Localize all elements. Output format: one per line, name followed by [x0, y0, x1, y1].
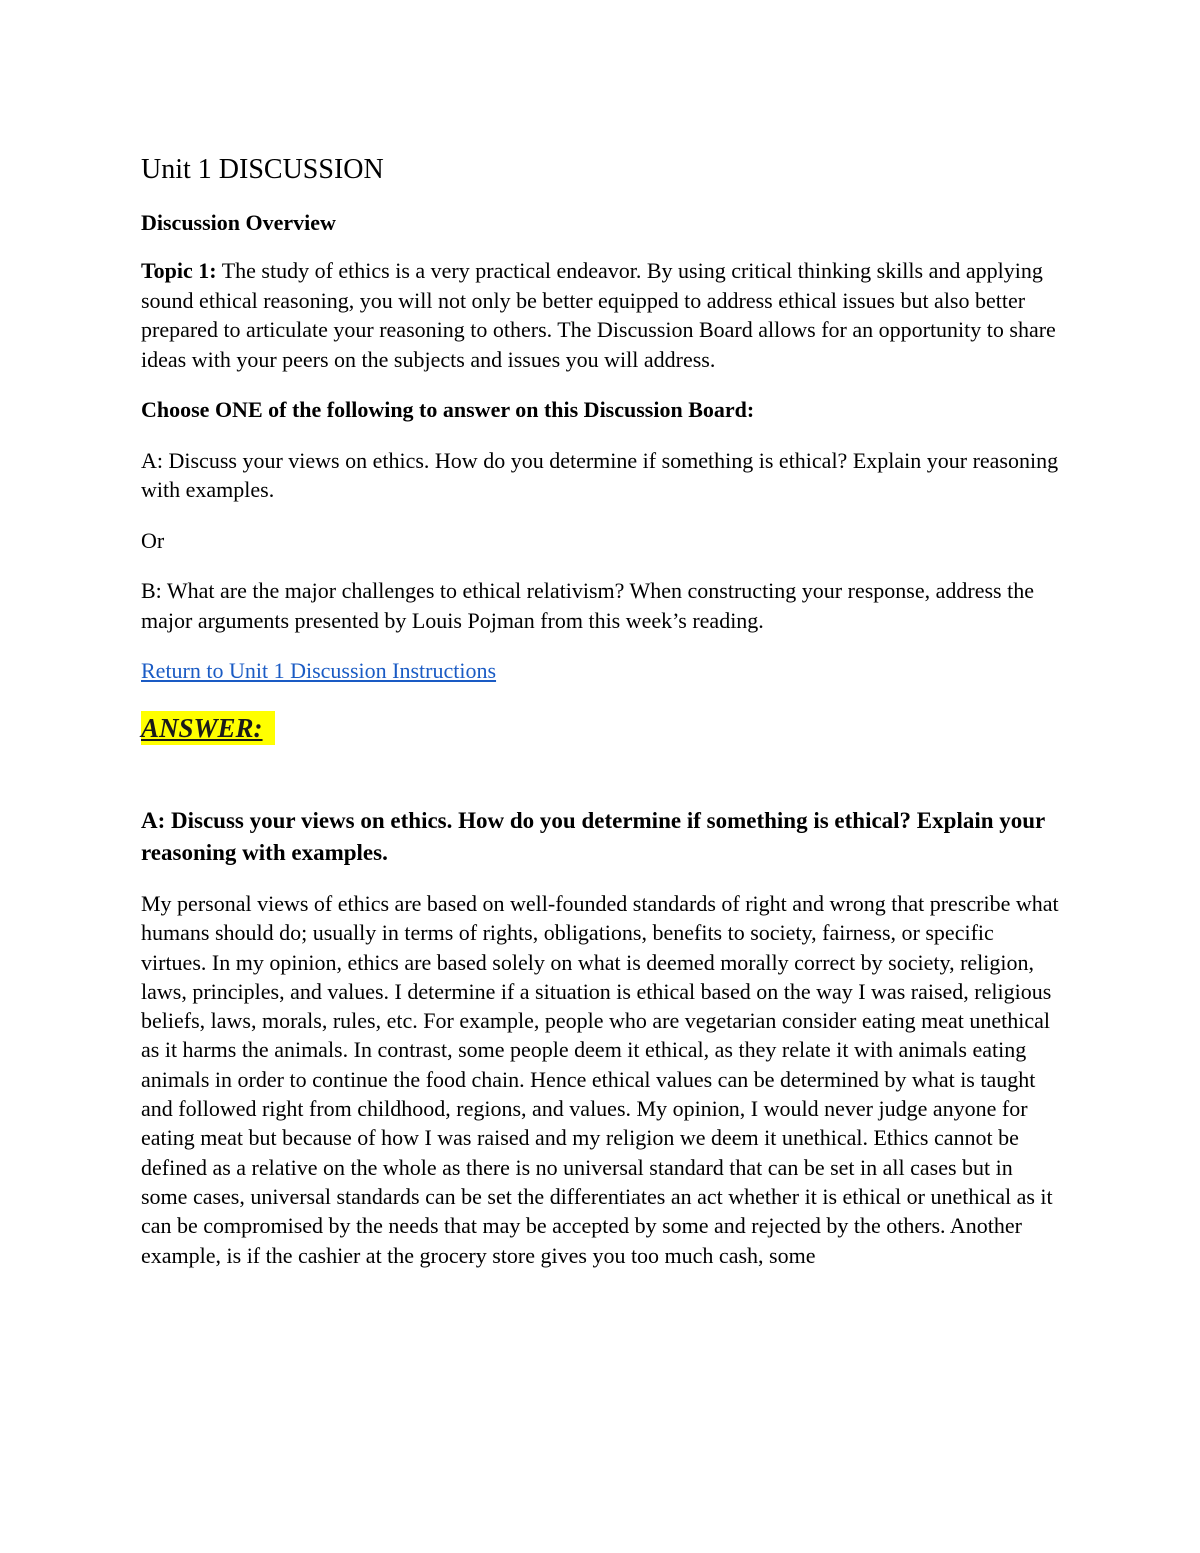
or-text: Or [141, 527, 165, 553]
overview-heading: Discussion Overview [141, 210, 336, 235]
document-page [141, 150, 1061, 1270]
answer-body: My personal views of ethics are based on well-founded standards of right and wrong that prescribe what humans should do; usually in terms of rights, obligations, benefits to society, fairness, or specific virtues. In my opinion, ethics are based solely on what is deemed morally correct by society, religion, laws, principles, and values. I determine if a situation is ethical based on the way I was raised, religious beliefs, laws, morals, rules, etc. For example, people who are vegetarian consider eating meat unethical as it harms the animals. In contrast, some people deem it ethical, as they relate it with animals eating animals in order to continue the food chain. Hence ethical values can be determined by what is taught and followed right from childhood, regions, and values. My opinion, I would never judge anyone for eating meat but because of how I was raised and my religion we deem it unethical. Ethics cannot be defined as a relative on the whole as there is no universal standard that can be set in all cases but in some cases, universal standards can be set the differentiates an act whether it is ethical or unethical as it can be compromised by the needs that may be accepted by some and rejected by the others. Another example, is if the cashier at the grocery store gives you too much cash, some [141, 891, 1059, 1268]
answer-question-heading: A: Discuss your views on ethics. How do you determine if something is ethical? Explain your reasoning with examples. [141, 808, 1045, 865]
topic-paragraph [141, 256, 1061, 374]
option-b: B: What are the major challenges to ethical relativism? When constructing your response, address the major arguments presented by Louis Pojman from this week’s reading. [141, 578, 1034, 633]
return-instructions-link[interactable]: Return to Unit 1 Discussion Instructions [141, 658, 497, 683]
page-title: Unit 1 DISCUSSION [141, 154, 384, 185]
answer-label: ANSWER: [141, 711, 275, 745]
choose-heading: Choose ONE of the following to answer on this Discussion Board: [141, 397, 755, 422]
topic-text: The study of ethics is a very practical endeavor. By using critical thinking skills and applying sound ethical reasoning, you will not only be better equipped to address ethical issues but also better prepared to articulate your reasoning to others. The Discussion Board allows for an opportunity to share ideas with your peers on the subjects and issues you will address. [141, 258, 1056, 372]
option-a: A: Discuss your views on ethics. How do you determine if something is ethical? Explain your reasoning with examples. [141, 447, 1059, 502]
topic-label: Topic 1: [141, 258, 217, 283]
